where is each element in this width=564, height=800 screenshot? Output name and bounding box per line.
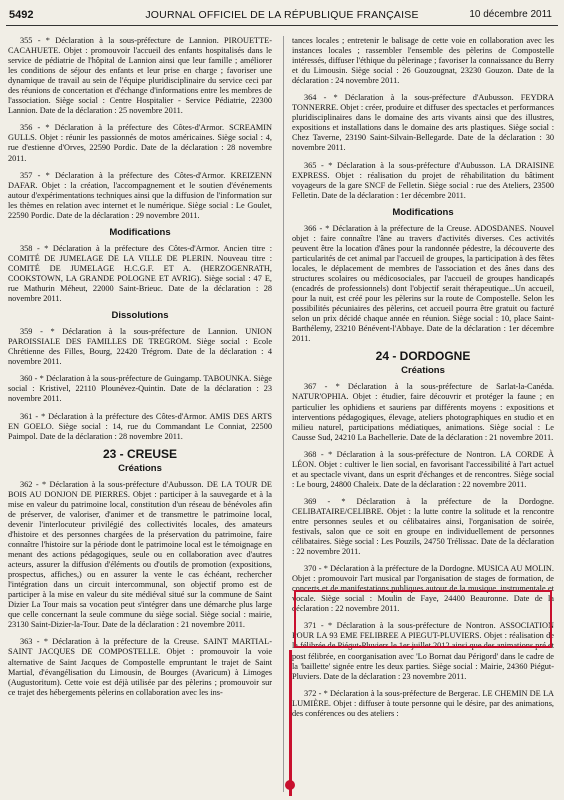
entry-number: 362 <box>20 479 33 489</box>
subsection-heading-creations: Créations <box>401 365 445 377</box>
entry-number: 365 <box>304 160 317 170</box>
entry-text: - * Déclaration à la sous-préfecture de Guingamp. TABOUNKA. Siège social : Kristivel, 22110 Plounévez-Quintin. Date de la déclaration : 23 novembre 2011. <box>8 374 272 404</box>
announcement-entry <box>8 480 272 631</box>
entry-number: 358 <box>20 243 33 253</box>
entry-number: 361 <box>20 411 33 421</box>
column-divider <box>283 36 284 792</box>
subsection-heading-dissolutions: Dissolutions <box>111 310 169 322</box>
entry-number: 364 <box>304 93 317 103</box>
entries-block <box>8 36 272 221</box>
entries-block <box>292 382 554 718</box>
entry-text: - * Déclaration à la préfecture de la Dordogne. MUSICA AU MOLIN. Objet : promouvoir l'art musical par l'organisation de stages de formation, de concerts et de manifestations publiques autour de la musique, instrumentale et vocale. Siège social : Moulin de Faye, 24400 Beauronne. Date de la déclaration : 22 novembre 2011. <box>292 564 554 614</box>
page-number: 5492 <box>9 9 34 21</box>
entry-number: 359 <box>20 327 33 337</box>
entry-number: 370 <box>304 564 317 574</box>
entry-number: 360 <box>20 374 33 384</box>
page-header <box>0 0 564 30</box>
entries-block <box>8 244 272 304</box>
entry-number: 357 <box>20 170 33 180</box>
issue-date: 10 décembre 2011 <box>469 9 552 20</box>
highlight-box-entry-370 <box>294 590 552 648</box>
left-column <box>8 36 272 705</box>
subsection-heading-modifications: Modifications <box>392 206 454 218</box>
entries-block <box>8 327 272 441</box>
journal-title: JOURNAL OFFICIEL DE LA RÉPUBLIQUE FRANÇAISE <box>145 9 419 21</box>
announcement-entry <box>8 374 272 404</box>
announcement-entry <box>292 689 554 719</box>
entries-block <box>292 36 554 201</box>
announcement-entry <box>292 497 554 557</box>
section-heading-creuse: 23 - CREUSE <box>102 446 178 461</box>
header-rule <box>6 25 558 26</box>
entry-number: 371 <box>304 621 317 631</box>
entry-number: 372 <box>304 688 317 698</box>
entry-number: 367 <box>304 382 317 392</box>
entry-text: - * Déclaration à la préfecture des Côtes-d'Armor. AMIS DES ARTS EN GOELO. Siège social : 14, rue du Commandant Le Conniat, 22500 Paimpol. Date de la déclaration : 28 novembre 2011. <box>8 411 272 441</box>
entry-text: - * Déclaration à la préfecture des Côtes-d'Armor. SCREAMIN GULLS. Objet : réunir les passionnés de motos américaines. Siège social : 4, rue d'estienne d'Orves, 22590 Pordic. Date de la déclaration : 28 novembre 2011. <box>8 123 272 163</box>
entry-text: - * Déclaration à la sous-préfecture de Lannion. UNION PAROISSIALE DES FAMILLES DE TREGROM. Siège social : Ecole Chrétienne des Filles, Bourg, 22420 Trégrom. Date de la déclaration : 4 novembre 2011. <box>8 327 272 367</box>
entry-text: - * Déclaration à la sous-préfecture de Nontron. LA CORDE À LÉON. Objet : cultiver le lien social, en favorisant l'accessibilité à l'art actuel et au spectacle vivant, dans un esprit d'échanges et de rencontres. Siège social : Le bourg, 24800 Chaleix. Date de la déclaration : 22 novembre 2011. <box>292 449 554 489</box>
announcement-entry <box>8 171 272 221</box>
entry-number: 355 <box>20 36 33 45</box>
entry-text: - * Déclaration à la préfecture de la Creuse. SAINT MARTIAL- SAINT JACQUES DE COMPOSTELLE. Objet : promouvoir la voie alternative de Saint Jacques de Compostelle empruntant le trajet de Saint Martial, d'évangélisation du Limousin, de Bourges (Avaricum) à Limoges (Augustoritum). Cette voie est déjà utilisée par des pèlerins ; promouvoir sur ce trajet des hébergements pèlerins en collaboration avec les ins- <box>8 637 272 697</box>
announcement-entry <box>292 161 554 201</box>
section-heading-dordogne: 24 - DORDOGNE <box>375 349 471 364</box>
announcement-entry <box>292 224 554 345</box>
entry-text: - * Déclaration à la sous-préfecture d'Aubusson. LA DRAISINE EXPRESS. Objet : réalisation du projet de réhabilitation du bâtiment voyageurs de la gare SNCF de Felletin. Siège social : rue des Ateliers, 23500 Felletin. Date de la déclaration : 1er décembre 2011. <box>292 160 554 200</box>
entry-text: - * Déclaration à la sous-préfecture de Sarlat-la-Canéda. NATUR'OPHIA. Objet : étudier, faire découvrir et protéger la faune ; en particulier les ophidiens et sauriens par différents moyens : expositions et interventions pédagogiques, élevage, ateliers photographiques en studio et en milieu naturel, participations médiatiques, animations. Siège social : Le Causse Sud, 24210 La Bachellerie. Date de la déclaration : 21 novembre 2011. <box>292 382 554 442</box>
entry-text: tances locales ; entretenir le balisage de cette voie en collaboration avec les instances locales ; rassembler l'ensemble des pèlerins de Compostelle intéressés, diffuser l'éthique du pèlerinage ; favoriser la connaissance du Berry et du Limousin. Siège social : 26 Gouzougnat, 23230 Gouzon. Date de la déclaration : 24 novembre 2011. <box>292 36 554 86</box>
announcement-entry <box>8 327 272 367</box>
entry-number: 363 <box>20 637 33 647</box>
announcement-entry <box>292 450 554 490</box>
announcement-entry <box>292 382 554 442</box>
red-margin-dot <box>285 780 295 790</box>
entry-text: - * Déclaration à la sous-préfecture de Lannion. PIROUETTE-CACAHUETE. Objet : promouvoir l'accueil des enfants hospitalisés dans le service de pédiatrie de l'hôpital de Lannion ainsi que leur famille ; améliorer les conditions de séjour des enfants et leur prise en charge ; favoriser une dynamique de travail au sein de l'équipe pluridisciplinaire du service ceci par des réunions de concertation et d'échange d'informations entre les membres de l'association. Siège social : Centre Hospitalier - Service Pédiatrie, 22300 Lannion. Date de la déclaration : 25 novembre 2011. <box>8 36 272 116</box>
entry-text: - * Déclaration à la sous-préfecture de Nontron. ASSOCIATION POUR LA 93 EME FELIBREE A PIEGUT-PLUVIERS. Objet : réalisation de la félibrée de Piégut-Pluviers le 1er juillet 2012 ainsi que des animations pré et post félibrée, en coorganisation avec 'Lo Bornat dau Périgord' dans le cadre de la 'baillette' signée entre les deux parties. Siège social : Mairie, 24360 Piégut-Pluviers. Date de la déclaration : 23 novembre 2011. <box>292 621 554 681</box>
entry-text: - * Déclaration à la sous-préfecture d'Aubusson. DE LA TOUR DE BOIS AU DONJON DE PIERRES. Objet : participer à la sauvegarde et à la mise en valeur du patrimoine local, constitution d'un réseau de bénévoles afin de préserver, de valoriser, d'animer et de transmettre le patrimoine local, devenir l'interlocuteur privilégié des collectivités locales, des amateurs d'histoire et des personnes chargées de la préservation du patrimoine, faire connaître l'histoire sur la période dont le patrimoine local est le témoignage en menant des actions pédagogiques, seule ou en collaboration avec d'autres acteurs, assurer la diffusion d'éléments ou d'outils de promotion (expositions, prospectus, affiches,) ou en assurer la vente le cas échéant, rechercher l'intégration dans un circuit intercommunal, son objectif promo est de participer à la mise en valeur du site médiéval situé sur la commune de Saint Dizier La Tour mais sa vocation peut s'intégrer dans une démarche plus large que celle concernant la seule commune du siège social. Siège social : mairie, 23130 Saint-Dizier-la-Tour. Date de la déclaration : 21 novembre 2011. <box>8 479 272 630</box>
announcement-entry <box>8 412 272 442</box>
red-margin-marker <box>289 650 292 796</box>
subsection-heading-modifications: Modifications <box>109 226 171 238</box>
announcement-entry <box>8 123 272 163</box>
entry-number: 368 <box>304 449 317 459</box>
announcement-entry <box>8 637 272 697</box>
entry-text: - * Déclaration à la préfecture de la Creuse. ADOSDANES. Nouvel objet : faire connaître l'âne au travers d'activités diverses. Ces activités peuvent être la location d'ânes pour la randonnée pédestre, la découverte des particularités de cet animal par l'accueil de groupes, la participation à des fêtes locales, le déplacement de membres de l'association et des ânes dans des structures scolaires ou médicosociales, par l'accueil de groupes handicapés (encadrés de professionnels) dont l'objectif serait thérapeutique...Un accueil, pour la nuit, est créé pour les pèlerins sur la route de Compostelle. Selon les possibilités pécuniaires des pèlerins, cet accueil pourra être gratuit ou facturé selon un prix décidé chaque année en réunion. Siège social : 10, place Saint-Barthélemy, 23210 Bénévent-l'Abbaye. Date de la déclaration : 1er décembre 2011. <box>292 223 554 344</box>
announcement-entry <box>8 244 272 304</box>
entries-block <box>8 480 272 698</box>
entry-number: 356 <box>20 123 33 133</box>
entry-text: - * Déclaration à la préfecture des Côtes-d'Armor. KREIZENN DAFAR. Objet : la création, l'accompagnement et le soutien d'événements autour d'expérimentations techniques ainsi que la diffusion de l'information sur les thèmes en relation avec internet et le numérique. Siège social : Le Goulet, 22590 Pordic. Date de la déclaration : 29 novembre 2011. <box>8 170 272 220</box>
announcement-entry <box>292 93 554 153</box>
entry-text: - * Déclaration à la sous-préfecture d'Aubusson. FEYDRA TONNERRE. Objet : créer, produire et diffuser des spectacles et performances pluridisciplinaires dans le domaine des arts vivants ainsi que des illustres, expositions et installations dans le domaine des arts plastiques. Siège social : Chez Taverne, 23190 Saint-Silvain-Bellegarde. Date de la déclaration : 30 novembre 2011. <box>292 93 554 153</box>
entries-block <box>292 224 554 345</box>
entry-text: - * Déclaration à la sous-préfecture de Bergerac. LE CHEMIN DE LA LUMIÈRE. Objet : diffuser à toute personne qui le désire, par des animations, des conférences ou des ateliers : <box>292 688 554 718</box>
announcement-entry <box>292 36 554 86</box>
entry-text: - * Déclaration à la préfecture de la Dordogne. CELIBATAIRE/CELIBRE. Objet : la lutte contre la solitude et la rencontre entre personnes seules et ou célibataires ainsi, l'organisation de soirée, festivals, salon que ce soit en groupe en individuellement de personnes célibataires. Siège social : Les Pouzils, 24750 Trélissac. Date de la déclaration : 22 novembre 2011. <box>292 496 554 557</box>
announcement-entry <box>8 36 272 116</box>
entry-number: 369 <box>304 496 317 506</box>
subsection-heading-creations: Créations <box>118 462 162 474</box>
entry-text: - * Déclaration à la préfecture des Côtes-d'Armor. Ancien titre : COMITÉ DE JUMELAGE DE LA VILLE DE PLERIN. Nouveau titre : COMITÉ DE JUMELAGE H.C.G.F. ET A. (HERZOGENRATH, COOKSTOWN, LA GRANDE POLOGNE ET AVRIG). Siège social : 47 E, rue Mathurin Méheut, 22000 Saint-Brieuc. Date de la déclaration : 28 novembre 2011. <box>8 243 272 304</box>
entry-number: 366 <box>304 223 317 233</box>
